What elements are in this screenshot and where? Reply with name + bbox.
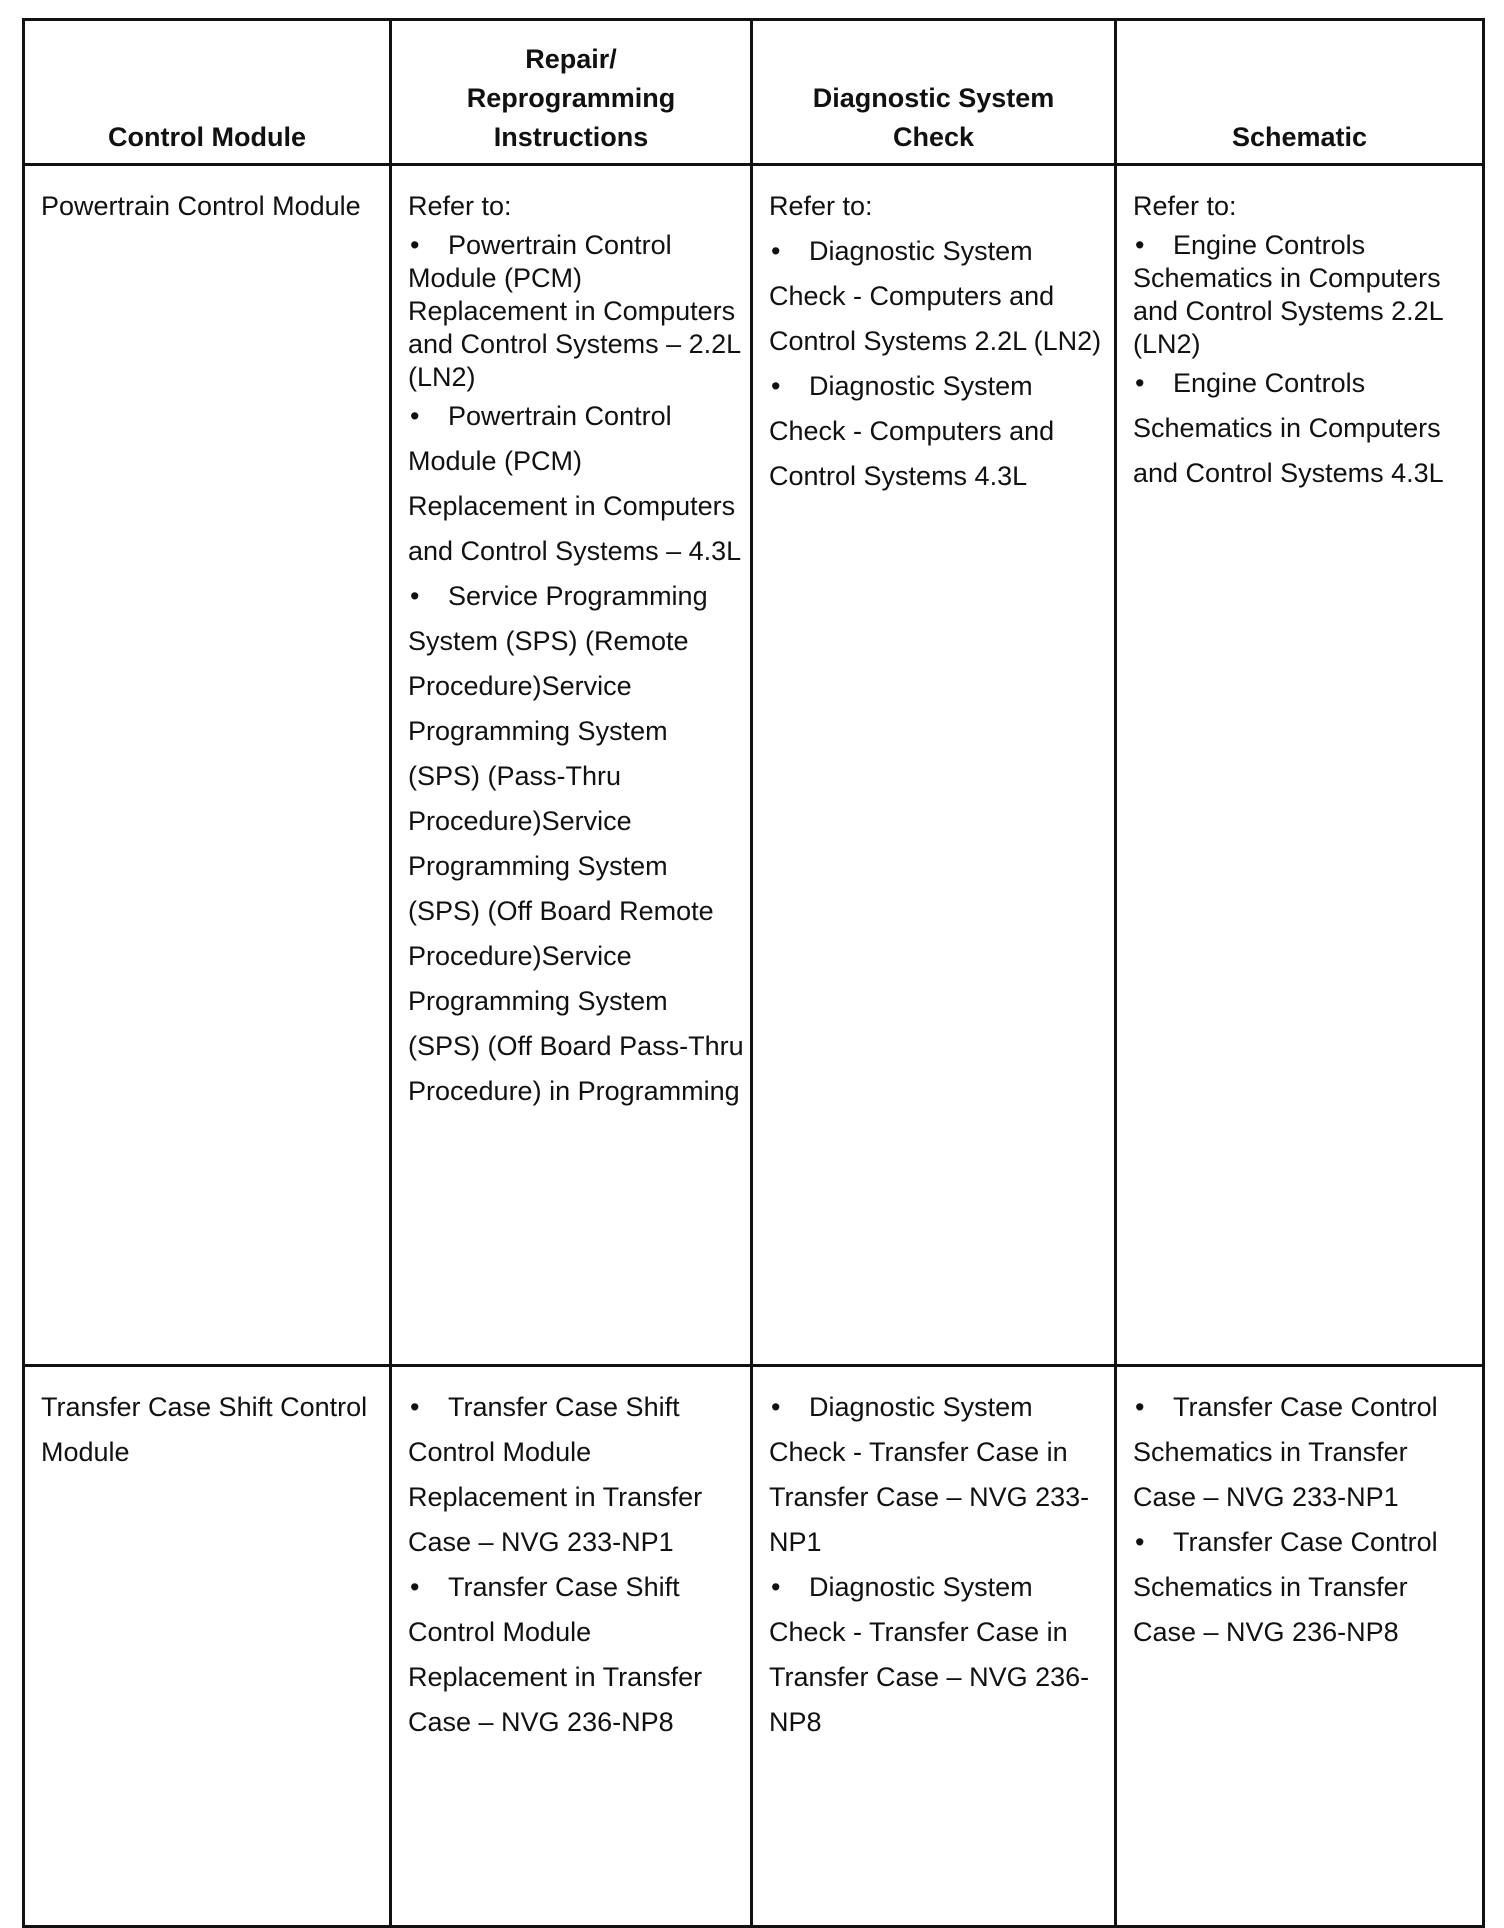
refer-to-label: Refer to: <box>769 191 873 221</box>
repair-cell <box>391 1366 752 1927</box>
table-row <box>24 1366 1484 1927</box>
module-cell <box>24 165 391 1366</box>
module-cell <box>24 1366 391 1927</box>
module-name: Powertrain Control Module <box>41 191 361 221</box>
reference-table <box>22 18 1485 1928</box>
list-item: • Transfer Case Shift Control Module Replacement in Transfer Case – NVG 233-NP1 <box>408 1392 703 1557</box>
header-diagnostic-system-check: Diagnostic System Check <box>752 20 1116 165</box>
diagnostic-cell <box>752 1366 1116 1927</box>
table-row <box>24 165 1484 1366</box>
list-item: • Service Programming System (SPS) (Remote Procedure)Service Programming System (SPS) (Pass-Thru Procedure)Service Programming System (SPS) (Off Board Remote Procedure)Service Programming System (SPS) (Off Board Pass-Thru Procedure) in Programming <box>408 581 744 1106</box>
list-item: • Transfer Case Control Schematics in Transfer Case – NVG 236-NP8 <box>1133 1527 1438 1647</box>
refer-to-label: Refer to: <box>408 191 512 221</box>
list-item: • Diagnostic System Check - Transfer Case in Transfer Case – NVG 233-NP1 <box>769 1392 1090 1557</box>
header-row <box>24 20 1484 165</box>
list-item: • Powertrain Control Module (PCM) Replacement in Computers and Control Systems – 2.2L (LN2) <box>408 230 741 392</box>
list-item: • Transfer Case Shift Control Module Replacement in Transfer Case – NVG 236-NP8 <box>408 1572 703 1737</box>
list-item: • Diagnostic System Check - Transfer Case in Transfer Case – NVG 236-NP8 <box>769 1572 1090 1737</box>
refer-to-label: Refer to: <box>1133 191 1237 221</box>
list-item: • Engine Controls Schematics in Computers and Control Systems 2.2L (LN2) <box>1133 230 1443 359</box>
list-item: • Diagnostic System Check - Computers and Control Systems 2.2L (LN2) <box>769 236 1102 356</box>
list-item: • Powertrain Control Module (PCM) Replacement in Computers and Control Systems – 4.3L <box>408 401 742 566</box>
list-item: • Diagnostic System Check - Computers and Control Systems 4.3L <box>769 371 1055 491</box>
header-repair-instructions: Repair/ Reprogramming Instructions <box>391 20 752 165</box>
list-item: • Transfer Case Control Schematics in Transfer Case – NVG 233-NP1 <box>1133 1392 1438 1512</box>
header-control-module: Control Module <box>24 20 391 165</box>
schematic-cell <box>1116 165 1484 1366</box>
module-name: Transfer Case Shift Control Module <box>41 1392 368 1467</box>
repair-cell <box>391 165 752 1366</box>
schematic-cell <box>1116 1366 1484 1927</box>
header-schematic: Schematic <box>1116 20 1484 165</box>
list-item: • Engine Controls Schematics in Computers and Control Systems 4.3L <box>1133 368 1444 488</box>
diagnostic-cell <box>752 165 1116 1366</box>
